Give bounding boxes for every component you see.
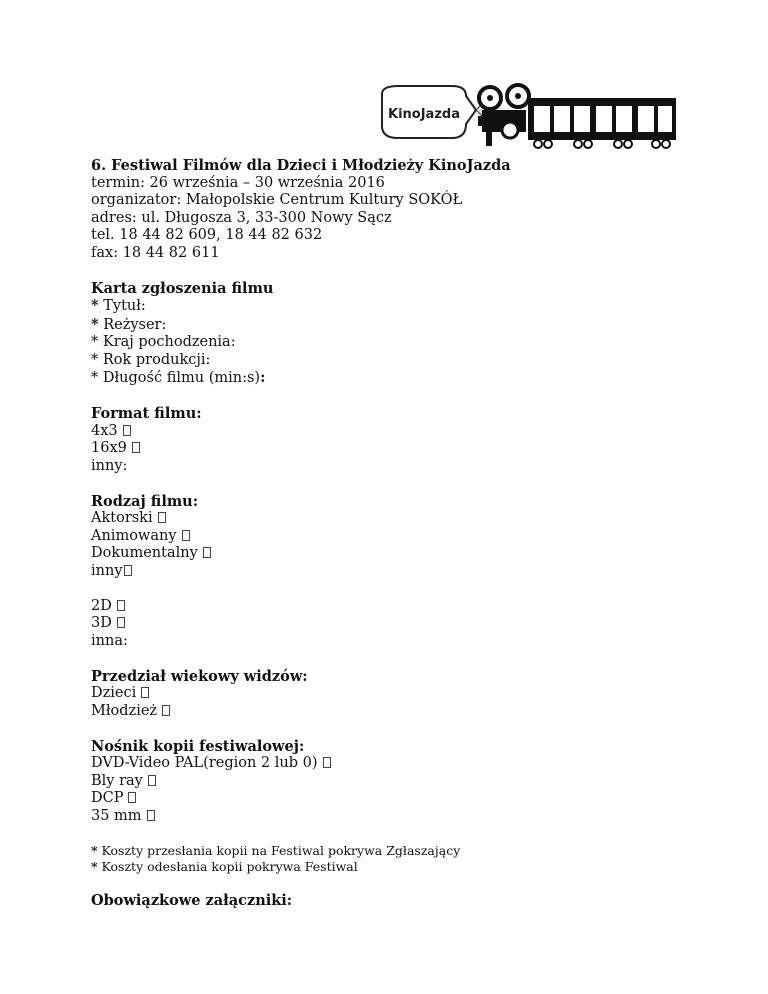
- checkbox[interactable]: [158, 512, 166, 523]
- note-return-cost: [91, 859, 711, 875]
- age-option-label: Młodzież: [91, 702, 158, 719]
- age-option-youth: [91, 703, 711, 721]
- format-option-label: 16x9: [91, 440, 127, 456]
- festival-organizer: organizator: Małopolskie Centrum Kultury SOKÓŁ: [91, 192, 463, 208]
- festival-phone: tel. 18 44 82 609, 18 44 82 632: [91, 227, 323, 243]
- note-mark: *: [91, 842, 98, 858]
- format-option-label: 4x3: [91, 422, 118, 439]
- age-option-children: [91, 685, 711, 703]
- type-option-label: Animowany: [91, 527, 177, 544]
- media-option-label: Bly ray: [91, 772, 143, 789]
- media-heading: Nośnik kopii festiwalowej:: [91, 737, 305, 755]
- festival-title: 6. Festiwal Filmów dla Dzieci i Młodzieży KinoJazda: [91, 157, 511, 174]
- required-mark: *: [91, 334, 99, 350]
- dimension-option-3d: [91, 615, 711, 633]
- required-mark: *: [91, 351, 99, 368]
- field-title: [91, 297, 711, 316]
- field-length: [91, 369, 711, 388]
- checkbox[interactable]: [128, 792, 136, 803]
- media-option-35mm: [91, 808, 711, 826]
- note-shipping-cost: [91, 843, 711, 859]
- age-heading: Przedział wiekowy widzów:: [91, 667, 308, 685]
- field-length-label: Długość filmu (min:s): [98, 370, 261, 386]
- checkbox[interactable]: [147, 810, 155, 821]
- media-option-dcp: [91, 790, 711, 808]
- field-year-label: Rok produkcji:: [98, 351, 211, 368]
- type-option-label: Dokumentalny: [91, 545, 198, 561]
- required-mark: *: [91, 370, 99, 386]
- note-text: Koszty odesłania kopii pokrywa Festiwal: [97, 858, 358, 874]
- type-option-animated: [91, 528, 711, 546]
- format-heading: Format filmu:: [91, 405, 202, 422]
- dimension-other: inna:: [91, 632, 128, 649]
- type-option-other: [91, 563, 711, 581]
- festival-fax: fax: 18 44 82 611: [91, 244, 220, 261]
- field-country-label: Kraj pochodzenia:: [98, 334, 236, 350]
- required-mark: *: [91, 297, 99, 314]
- checkbox[interactable]: [132, 442, 140, 453]
- field-director-label: Reżyser:: [98, 316, 167, 333]
- type-option-label: Aktorski: [91, 510, 153, 526]
- field-country: [91, 334, 711, 352]
- kinojazda-logo: [378, 80, 678, 152]
- checkbox[interactable]: [117, 600, 125, 611]
- checkbox[interactable]: [123, 425, 131, 436]
- age-option-label: Dzieci: [91, 685, 137, 701]
- checkbox[interactable]: [323, 757, 331, 768]
- field-director: [91, 316, 711, 335]
- note-mark: *: [91, 858, 98, 874]
- checkbox[interactable]: [141, 687, 149, 698]
- field-title-label: Tytuł:: [98, 298, 146, 314]
- media-option-label: DVD-Video PAL(region 2 lub 0): [91, 755, 318, 771]
- type-option-documentary: [91, 545, 711, 563]
- checkbox[interactable]: [117, 617, 125, 628]
- dimension-option-label: 3D: [91, 615, 112, 631]
- required-mark: *: [91, 315, 99, 333]
- dimension-option-2d: [91, 598, 711, 616]
- field-length-colon: :: [260, 369, 266, 386]
- format-option-4x3: [91, 423, 711, 441]
- checkbox[interactable]: [203, 547, 211, 558]
- media-option-label: DCP: [91, 790, 124, 806]
- format-other: inny:: [91, 457, 128, 474]
- checkbox[interactable]: [162, 705, 170, 716]
- checkbox[interactable]: [148, 775, 156, 786]
- field-year: [91, 352, 711, 370]
- application-form: [91, 157, 711, 910]
- media-option-label: 35 mm: [91, 807, 142, 824]
- media-option-bluray: [91, 773, 711, 791]
- festival-address: adres: ul. Długosza 3, 33-300 Nowy Sącz: [91, 209, 392, 226]
- format-option-16x9: [91, 440, 711, 458]
- media-option-dvd: [91, 755, 711, 773]
- type-option-label: inny: [91, 562, 123, 579]
- note-text: Koszty przesłania kopii na Festiwal pokrywa Zgłaszający: [97, 842, 461, 858]
- logo-text: KinoJazda: [388, 107, 460, 122]
- card-heading: Karta zgłoszenia filmu: [91, 279, 274, 297]
- checkbox[interactable]: [124, 565, 132, 576]
- checkbox[interactable]: [182, 530, 190, 541]
- type-option-acting: [91, 510, 711, 528]
- type-heading: Rodzaj filmu:: [91, 492, 199, 510]
- attachments-heading: Obowiązkowe załączniki:: [91, 892, 293, 909]
- dimension-option-label: 2D: [91, 597, 112, 614]
- festival-dates: termin: 26 września – 30 września 2016: [91, 174, 385, 191]
